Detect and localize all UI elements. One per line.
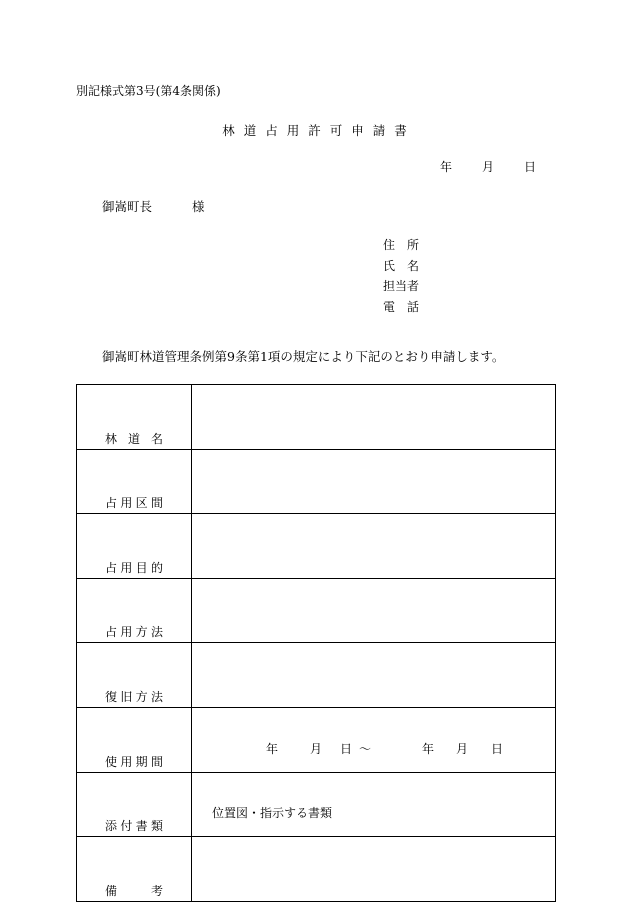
- period-end-month: 月: [456, 741, 469, 756]
- row-label-usage-period: 使用期間: [77, 707, 192, 772]
- period-end-year: 年: [422, 741, 435, 756]
- addressee-honorific: 様: [192, 199, 205, 214]
- applicant-phone-label: 電 話: [383, 299, 420, 314]
- row-label-occupancy-purpose: 占用目的: [77, 514, 192, 579]
- table-row: [77, 578, 556, 643]
- application-date: [440, 158, 536, 175]
- period-start-month: 月: [310, 741, 323, 756]
- applicant-address-label: 住 所: [383, 238, 420, 252]
- period-end-day: 日: [491, 741, 504, 756]
- field-occupancy-method[interactable]: [192, 578, 556, 643]
- row-label-occupancy-method: 占用方法: [77, 578, 192, 643]
- period-tilde: ～: [359, 741, 372, 756]
- table-row: [77, 643, 556, 708]
- field-occupancy-purpose[interactable]: [192, 514, 556, 579]
- date-day: 日: [524, 160, 537, 174]
- table-row: [77, 837, 556, 902]
- addressee-name: 御嵩町長: [102, 199, 153, 214]
- date-month: 月: [482, 160, 495, 174]
- period-start-year: 年: [266, 741, 279, 756]
- applicant-name-label: 氏 名: [383, 258, 420, 273]
- table-row: [77, 707, 556, 772]
- row-label-occupancy-section: 占用区間: [77, 449, 192, 514]
- row-label-restoration-method: 復旧方法: [77, 643, 192, 708]
- table-row: [77, 514, 556, 579]
- usage-period-dates: [212, 740, 555, 756]
- field-forest-road-name[interactable]: [192, 385, 556, 450]
- field-occupancy-section[interactable]: [192, 449, 556, 514]
- period-start-day: 日: [340, 741, 353, 756]
- table-row: [77, 772, 556, 837]
- date-year: 年: [440, 160, 453, 174]
- applicant-block: [383, 235, 419, 317]
- table-row: [77, 385, 556, 450]
- form-number-label: 別記様式第3号(第4条関係): [76, 84, 221, 98]
- application-statement: 御嵩町林道管理条例第9条第1項の規定により下記のとおり申請します。: [102, 349, 505, 364]
- application-table: [76, 384, 556, 902]
- applicant-contact-label: 担当者: [383, 279, 420, 293]
- table-row: [77, 449, 556, 514]
- row-label-attachments: 添付書類: [77, 772, 192, 837]
- row-label-remarks: 備考: [77, 837, 192, 902]
- field-usage-period[interactable]: [192, 707, 556, 772]
- row-label-forest-road-name: 林道名: [77, 385, 192, 450]
- field-remarks[interactable]: [192, 837, 556, 902]
- document-title: 林道占用許可申請書: [222, 123, 416, 138]
- addressee: [102, 197, 205, 215]
- field-restoration-method[interactable]: [192, 643, 556, 708]
- field-attachments[interactable]: 位置図・指示する書類: [192, 772, 556, 837]
